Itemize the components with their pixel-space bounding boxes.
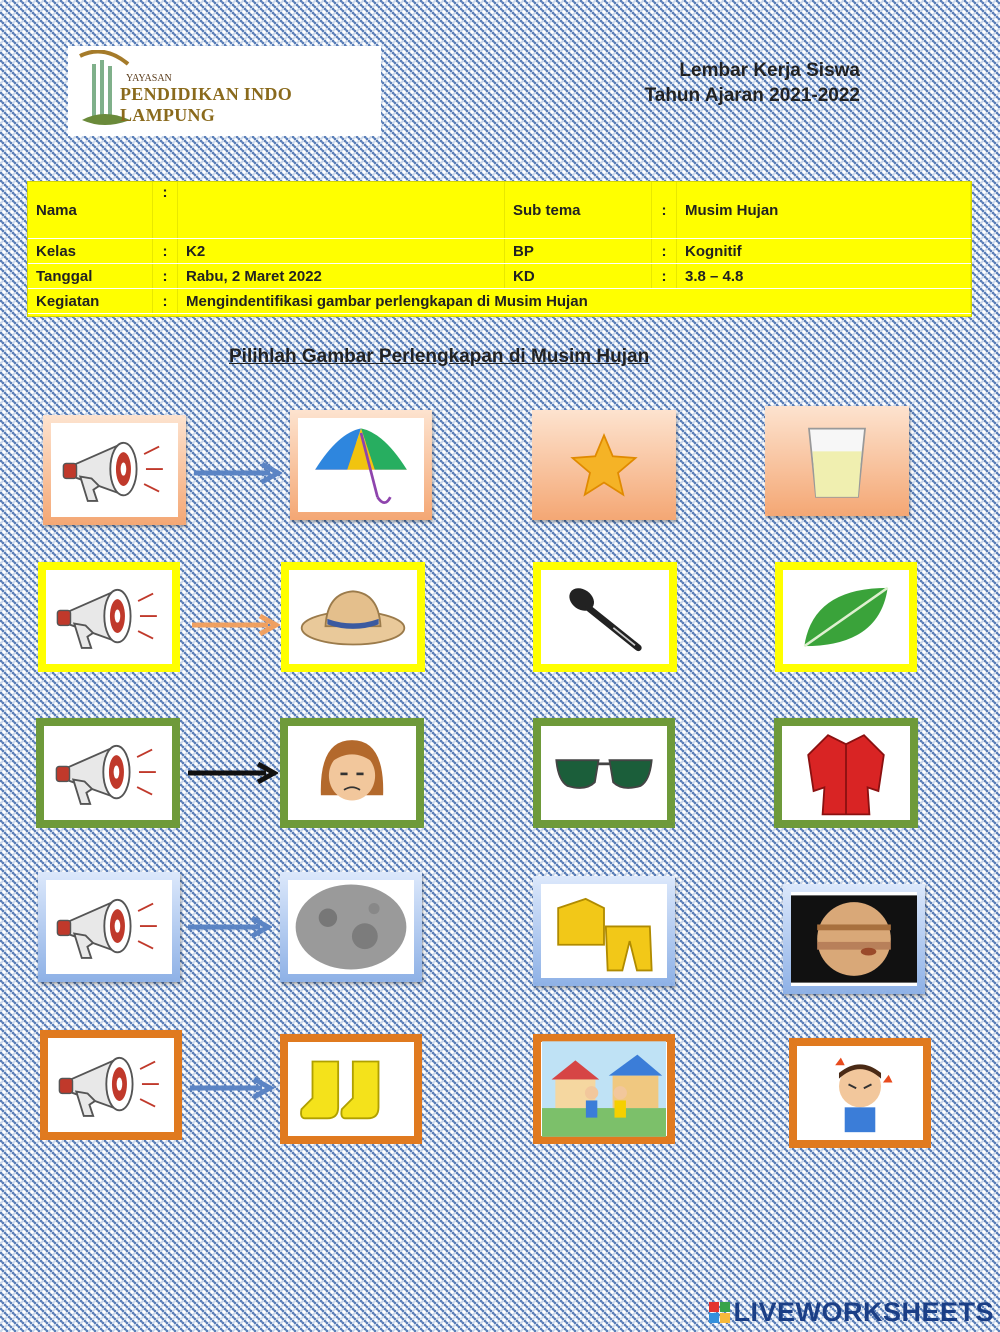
worksheet-title (645, 58, 860, 108)
sep: : (153, 239, 178, 264)
option-card-row5-1[interactable] (280, 1034, 422, 1144)
arrow-right-icon (190, 613, 280, 637)
leaf-icon (796, 577, 896, 657)
value-bp: Kognitif (677, 239, 971, 264)
label-bp: BP (505, 239, 652, 264)
label-kelas: Kelas (28, 239, 153, 264)
sep: : (153, 264, 178, 289)
brand-text: LIVEWORKSHEETS (733, 1297, 994, 1327)
megaphone-icon (54, 427, 176, 513)
label-nama: Nama (28, 182, 153, 239)
logo-org-name: PENDIDIKAN INDO LAMPUNG (120, 84, 293, 125)
umbrella-icon (306, 422, 416, 508)
title-line2: Tahun Ajaran 2021-2022 (644, 85, 860, 106)
option-card-row5-3[interactable] (789, 1038, 931, 1148)
student-info-table (27, 181, 972, 317)
arrow-right-icon (188, 1076, 274, 1100)
option-card-row1-3[interactable] (765, 406, 909, 516)
option-card-row1-2[interactable] (532, 410, 676, 520)
nama-input[interactable] (178, 182, 505, 239)
children-playing-icon (542, 1041, 666, 1137)
title-line1: Lembar Kerja Siswa (679, 60, 860, 81)
speaker-button-row-2[interactable] (38, 562, 180, 672)
brand-logo-icon (709, 1302, 730, 1323)
sep: : (652, 264, 677, 289)
option-card-row3-2[interactable] (533, 718, 675, 828)
sep: : (652, 239, 677, 264)
option-card-row4-2[interactable] (533, 876, 675, 986)
option-card-row3-1[interactable] (280, 718, 424, 828)
raincoat-icon (549, 889, 659, 973)
school-logo (68, 46, 381, 136)
option-card-row2-1[interactable] (281, 562, 425, 672)
glass-of-water-icon (802, 419, 872, 503)
speaker-button-row-5[interactable] (40, 1030, 182, 1140)
spoon-icon (555, 577, 655, 657)
option-card-row2-2[interactable] (533, 562, 677, 672)
star-icon (569, 430, 639, 500)
red-coat-icon (801, 728, 891, 818)
info-row-kegiatan (28, 289, 971, 314)
megaphone-icon (48, 884, 170, 970)
speaker-button-row-1[interactable] (43, 415, 186, 525)
value-subtema: Musim Hujan (677, 182, 971, 239)
instruction-heading: Pilihlah Gambar Perlengkapan di Musim Hujan (229, 346, 650, 367)
arrow-right-icon (186, 761, 278, 785)
sep: : (153, 289, 178, 314)
option-card-row1-1[interactable] (290, 410, 432, 520)
sad-girl-icon (312, 733, 392, 813)
rain-boots-icon (296, 1051, 406, 1127)
angry-boy-icon (812, 1050, 908, 1136)
megaphone-icon (47, 730, 169, 816)
speaker-button-row-3[interactable] (36, 718, 180, 828)
value-kd: 3.8 – 4.8 (677, 264, 971, 289)
sun-hat-icon (298, 580, 408, 654)
label-subtema: Sub tema (505, 182, 652, 239)
value-kegiatan: Mengindentifikasi gambar perlengkapan di Musim Hujan (178, 289, 971, 314)
option-card-row4-1[interactable] (280, 872, 422, 982)
option-card-row5-2[interactable] (533, 1034, 675, 1144)
value-kelas: K2 (178, 239, 505, 264)
speaker-button-row-4[interactable] (38, 872, 180, 982)
info-row-kelas (28, 239, 971, 264)
megaphone-icon (50, 1042, 172, 1128)
option-card-row4-3[interactable] (783, 884, 925, 994)
label-tanggal: Tanggal (28, 264, 153, 289)
sep: : (652, 182, 677, 239)
arrow-right-icon (192, 461, 282, 485)
info-row-nama (28, 182, 971, 239)
info-row-tanggal (28, 264, 971, 289)
liveworksheets-brand (709, 1297, 994, 1328)
megaphone-icon (48, 574, 170, 660)
label-kegiatan: Kegiatan (28, 289, 153, 314)
sunglasses-icon (549, 745, 659, 801)
option-card-row3-3[interactable] (774, 718, 918, 828)
option-card-row2-3[interactable] (775, 562, 917, 672)
arrow-right-icon (186, 915, 272, 939)
label-kd: KD (505, 264, 652, 289)
jupiter-icon (791, 894, 917, 984)
value-tanggal: Rabu, 2 Maret 2022 (178, 264, 505, 289)
moon-icon (291, 879, 411, 975)
logo-prefix: YAYASAN (126, 73, 172, 84)
sep: : (153, 182, 178, 239)
